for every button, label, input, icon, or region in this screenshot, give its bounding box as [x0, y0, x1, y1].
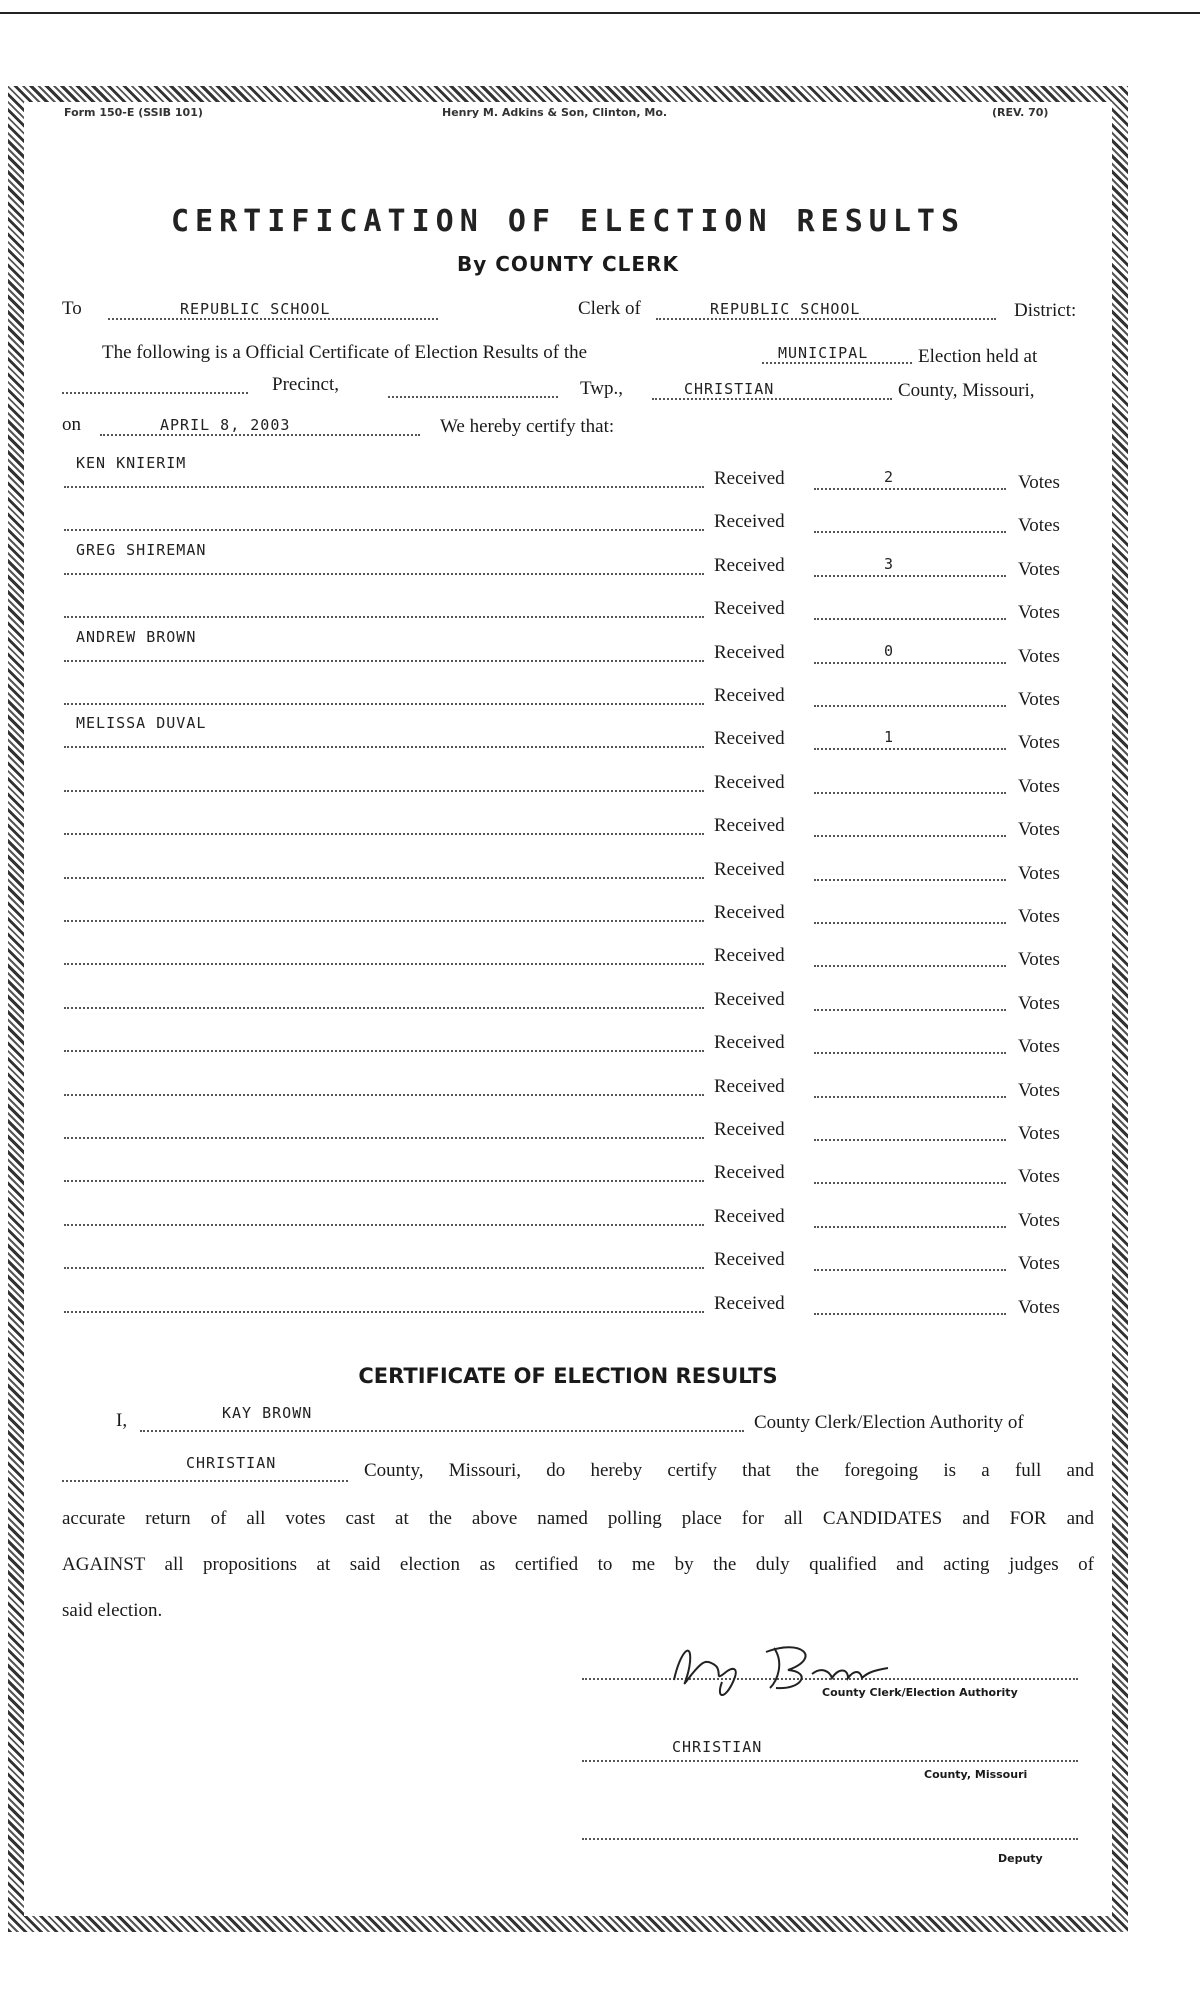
received-label: Received — [714, 1206, 785, 1227]
votes-dotted-line — [814, 488, 1006, 490]
authority-caption: County Clerk/Election Authority — [822, 1686, 1018, 1699]
votes-dotted-line — [814, 662, 1006, 664]
votes-label: Votes — [1018, 993, 1060, 1014]
votes-label: Votes — [1018, 1036, 1060, 1057]
votes-label: Votes — [1018, 1080, 1060, 1101]
result-row — [42, 592, 1094, 632]
following-text: The following is a Official Certificate of Election Results of the — [102, 342, 588, 363]
cert-body-line-3: AGAINST all propositions at said election as certified to me by the duly qualified and acting judges of — [62, 1554, 1094, 1575]
candidate-dotted-line — [64, 1180, 704, 1182]
votes-dotted-line — [814, 1226, 1006, 1228]
received-label: Received — [714, 1162, 785, 1183]
votes-label: Votes — [1018, 1253, 1060, 1274]
result-row — [42, 714, 1094, 762]
result-row — [42, 1156, 1094, 1196]
votes-dotted-line — [814, 1009, 1006, 1011]
votes-label: Votes — [1018, 646, 1060, 667]
result-row — [42, 628, 1094, 676]
sig-county-dotted-line — [582, 1760, 1078, 1762]
result-row — [42, 1026, 1094, 1066]
votes-label: Votes — [1018, 1210, 1060, 1231]
cert-body-line-1: County, Missouri, do hereby certify that the foregoing is a full and — [364, 1460, 1094, 1481]
cert-body-line-2: accurate return of all votes cast at the above named polling place for all CANDIDATES and FOR and — [62, 1508, 1094, 1529]
form-number: Form 150-E (SSIB 101) — [64, 106, 203, 119]
received-label: Received — [714, 1076, 785, 1097]
candidate-dotted-line — [64, 1311, 704, 1313]
candidate-dotted-line — [64, 486, 704, 488]
result-row — [42, 1113, 1094, 1153]
votes-dotted-line — [814, 965, 1006, 967]
result-row — [42, 1070, 1094, 1110]
district-label: District: — [1014, 300, 1077, 321]
votes-label: Votes — [1018, 906, 1060, 927]
vote-count: 0 — [884, 642, 895, 660]
votes-dotted-line — [814, 1313, 1006, 1315]
received-label: Received — [714, 511, 785, 532]
received-label: Received — [714, 1249, 785, 1270]
votes-label: Votes — [1018, 515, 1060, 536]
county-caption: County, Missouri — [924, 1768, 1028, 1781]
revision: (REV. 70) — [992, 106, 1049, 119]
candidate-dotted-line — [64, 877, 704, 879]
authority-text: County Clerk/Election Authority of — [754, 1412, 1024, 1433]
candidate-dotted-line — [64, 920, 704, 922]
votes-label: Votes — [1018, 863, 1060, 884]
result-row — [42, 896, 1094, 936]
votes-dotted-line — [814, 879, 1006, 881]
date-dotted-line — [100, 434, 420, 436]
candidate-dotted-line — [64, 1137, 704, 1139]
candidate-dotted-line — [64, 703, 704, 705]
vote-count: 1 — [884, 728, 895, 746]
votes-label: Votes — [1018, 819, 1060, 840]
votes-label: Votes — [1018, 776, 1060, 797]
result-row — [42, 505, 1094, 545]
result-row — [42, 454, 1094, 502]
page-subtitle: By COUNTY CLERK — [457, 252, 679, 276]
election-value: MUNICIPAL — [778, 344, 869, 362]
votes-label: Votes — [1018, 472, 1060, 493]
votes-dotted-line — [814, 1269, 1006, 1271]
date-value: APRIL 8, 2003 — [160, 416, 291, 434]
received-label: Received — [714, 859, 785, 880]
votes-dotted-line — [814, 835, 1006, 837]
votes-dotted-line — [814, 748, 1006, 750]
votes-dotted-line — [814, 792, 1006, 794]
clerk-dotted-line — [656, 318, 996, 320]
received-label: Received — [714, 815, 785, 836]
vote-count: 3 — [884, 555, 895, 573]
votes-dotted-line — [814, 705, 1006, 707]
candidate-dotted-line — [64, 1094, 704, 1096]
received-label: Received — [714, 902, 785, 923]
on-label: on — [62, 414, 81, 435]
candidate-dotted-line — [64, 1050, 704, 1052]
to-dotted-line — [108, 318, 438, 320]
received-label: Received — [714, 945, 785, 966]
i-label: I, — [116, 1410, 128, 1431]
received-label: Received — [714, 728, 785, 749]
votes-dotted-line — [814, 531, 1006, 533]
vote-count: 2 — [884, 468, 895, 486]
votes-dotted-line — [814, 922, 1006, 924]
county-dotted-line — [652, 398, 892, 400]
clerk-of-value: REPUBLIC SCHOOL — [710, 300, 861, 318]
county-missouri-label: County, Missouri, — [898, 380, 1035, 401]
candidate-dotted-line — [64, 1224, 704, 1226]
candidate-dotted-line — [64, 1007, 704, 1009]
candidate-dotted-line — [64, 1267, 704, 1269]
deputy-caption: Deputy — [998, 1852, 1043, 1865]
candidate-dotted-line — [64, 529, 704, 531]
result-row — [42, 541, 1094, 589]
cert-county-value: CHRISTIAN — [186, 1454, 277, 1472]
to-label: To — [62, 298, 82, 319]
candidate-dotted-line — [64, 660, 704, 662]
twp-name-dotted-line — [388, 396, 558, 398]
candidate-name: MELISSA DUVAL — [76, 714, 207, 732]
candidate-dotted-line — [64, 573, 704, 575]
votes-dotted-line — [814, 1182, 1006, 1184]
votes-label: Votes — [1018, 1123, 1060, 1144]
candidate-name: KEN KNIERIM — [76, 454, 187, 472]
candidate-dotted-line — [64, 963, 704, 965]
candidate-dotted-line — [64, 616, 704, 618]
received-label: Received — [714, 772, 785, 793]
candidate-name: GREG SHIREMAN — [76, 541, 207, 559]
votes-dotted-line — [814, 1052, 1006, 1054]
result-row — [42, 1287, 1094, 1327]
candidate-dotted-line — [64, 833, 704, 835]
to-value: REPUBLIC SCHOOL — [180, 300, 331, 318]
clerk-name-value: KAY BROWN — [222, 1404, 313, 1422]
received-label: Received — [714, 1119, 785, 1140]
received-label: Received — [714, 1032, 785, 1053]
precinct-dotted-line — [62, 392, 248, 394]
election-dotted-line — [762, 362, 912, 364]
votes-label: Votes — [1018, 949, 1060, 970]
sig-county-value: CHRISTIAN — [672, 1738, 763, 1756]
page-title: CERTIFICATION OF ELECTION RESULTS — [170, 204, 966, 239]
votes-label: Votes — [1018, 1297, 1060, 1318]
twp-label: Twp., — [580, 378, 624, 399]
cert-body-line-4: said election. — [62, 1600, 163, 1621]
votes-dotted-line — [814, 618, 1006, 620]
received-label: Received — [714, 1293, 785, 1314]
result-row — [42, 853, 1094, 893]
form-body — [42, 102, 1094, 1912]
deputy-dotted-line — [582, 1838, 1078, 1840]
votes-label: Votes — [1018, 602, 1060, 623]
top-rule — [0, 12, 1200, 14]
printer-name: Henry M. Adkins & Son, Clinton, Mo. — [442, 106, 668, 119]
clerk-name-dotted-line — [140, 1430, 744, 1432]
result-row — [42, 1200, 1094, 1240]
received-label: Received — [714, 555, 785, 576]
result-row — [42, 983, 1094, 1023]
result-row — [42, 939, 1094, 979]
result-row — [42, 1243, 1094, 1283]
candidate-name: ANDREW BROWN — [76, 628, 197, 646]
received-label: Received — [714, 685, 785, 706]
votes-dotted-line — [814, 1096, 1006, 1098]
result-row — [42, 766, 1094, 806]
votes-dotted-line — [814, 1139, 1006, 1141]
received-label: Received — [714, 989, 785, 1010]
certify-text: We hereby certify that: — [440, 416, 615, 437]
cert-county-dotted-line — [62, 1480, 348, 1482]
votes-label: Votes — [1018, 689, 1060, 710]
votes-label: Votes — [1018, 732, 1060, 753]
county-value: CHRISTIAN — [684, 380, 775, 398]
received-label: Received — [714, 598, 785, 619]
candidate-dotted-line — [64, 746, 704, 748]
precinct-label: Precinct, — [272, 374, 340, 395]
votes-label: Votes — [1018, 559, 1060, 580]
certificate-title: CERTIFICATE OF ELECTION RESULTS — [358, 1364, 778, 1388]
held-at-text: Election held at — [918, 346, 1038, 367]
received-label: Received — [714, 468, 785, 489]
received-label: Received — [714, 642, 785, 663]
clerk-of-label: Clerk of — [578, 298, 641, 319]
candidate-dotted-line — [64, 790, 704, 792]
votes-label: Votes — [1018, 1166, 1060, 1187]
result-row — [42, 679, 1094, 719]
result-row — [42, 809, 1094, 849]
votes-dotted-line — [814, 575, 1006, 577]
